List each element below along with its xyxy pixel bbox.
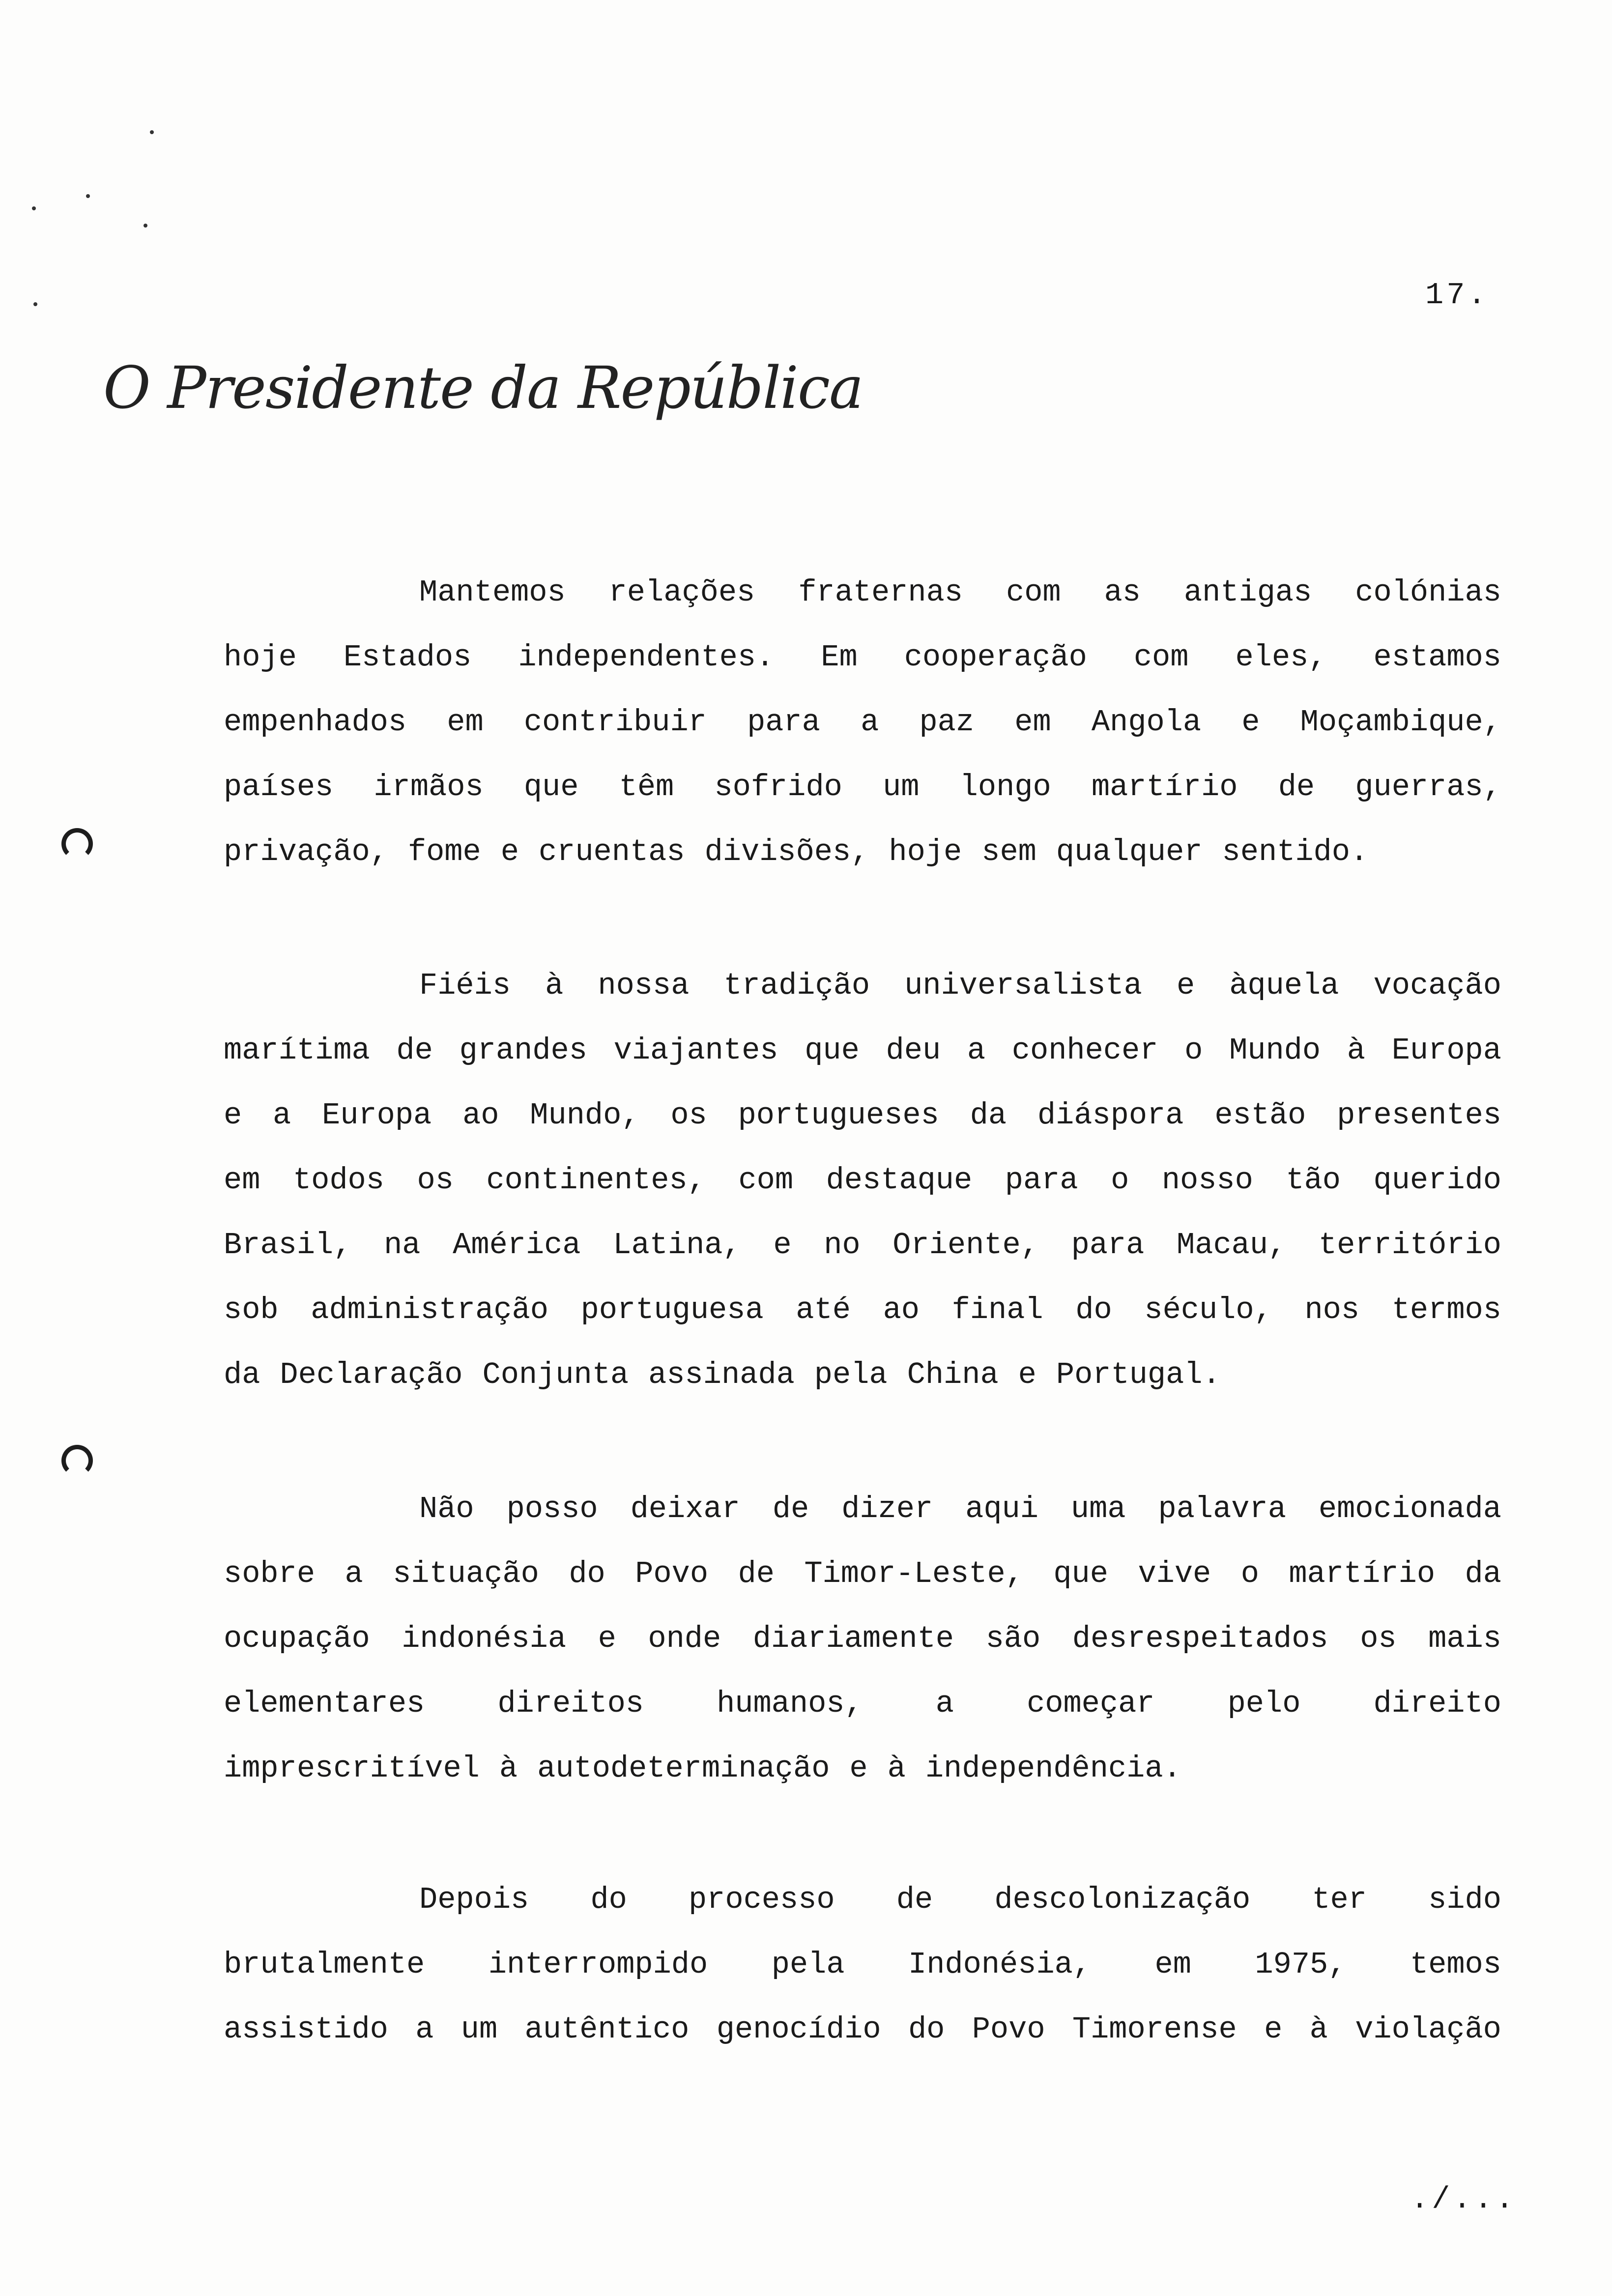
punch-hole-mark — [61, 828, 93, 860]
page-number: 17. — [1425, 278, 1489, 313]
word: e — [224, 1098, 242, 1133]
word: do — [908, 2012, 945, 2047]
word: os — [417, 1163, 454, 1198]
word: de — [738, 1556, 775, 1591]
text-line — [224, 1083, 1501, 1148]
paragraph-1 — [224, 560, 1501, 885]
scan-speck — [150, 130, 154, 134]
word: e — [500, 834, 519, 869]
word: Mundo — [1229, 1033, 1321, 1068]
text-line — [224, 1018, 1501, 1083]
word: elementares — [224, 1686, 425, 1721]
word: e — [1018, 1357, 1036, 1392]
word: da — [224, 1357, 260, 1392]
word: ao — [883, 1292, 920, 1327]
word: divisões, — [704, 834, 869, 869]
word: Fiéis — [419, 968, 511, 1003]
word: à — [545, 968, 564, 1003]
word: Brasil, — [224, 1228, 352, 1263]
word: irmãos — [374, 770, 484, 804]
word: Conjunta — [482, 1357, 629, 1392]
word: sem — [981, 834, 1036, 869]
word: Indonésia, — [908, 1947, 1092, 1982]
word: hoje — [889, 834, 962, 869]
word: do — [569, 1556, 605, 1591]
word: tão — [1286, 1163, 1341, 1198]
word: os — [1360, 1621, 1397, 1656]
word: àquela — [1229, 968, 1339, 1003]
word: administração — [311, 1292, 548, 1327]
word: onde — [648, 1621, 721, 1656]
word: sobre — [224, 1556, 316, 1591]
text-line — [224, 1278, 1501, 1343]
text-line — [224, 560, 1501, 625]
word: genocídio — [716, 2012, 881, 2047]
word: países — [224, 770, 334, 804]
word: ter — [1312, 1882, 1367, 1917]
text-line — [224, 1542, 1501, 1607]
word: um — [883, 770, 920, 804]
word: empenhados — [224, 705, 407, 740]
word: imprescritível — [224, 1751, 480, 1786]
word: Mantemos — [419, 575, 566, 610]
word: longo — [959, 770, 1051, 804]
word: da — [1465, 1556, 1501, 1591]
word: Estados — [343, 640, 472, 675]
scan-speck — [32, 206, 36, 210]
word: dizer — [841, 1492, 933, 1526]
word: Portugal. — [1056, 1357, 1221, 1392]
word: que — [1053, 1556, 1108, 1591]
word: sob — [224, 1292, 279, 1327]
word: a — [935, 1686, 954, 1721]
paragraph-2 — [224, 953, 1501, 1407]
word: da — [970, 1098, 1007, 1133]
word: Mundo, — [530, 1098, 640, 1133]
word: continentes, — [486, 1163, 706, 1198]
text-line — [224, 1343, 1501, 1407]
word: e — [849, 1751, 868, 1786]
word: brutalmente — [224, 1947, 425, 1982]
word: um — [461, 2012, 498, 2047]
word: diariamente — [752, 1621, 954, 1656]
text-line — [224, 1607, 1501, 1671]
word: o — [1184, 1033, 1203, 1068]
word: desrespeitados — [1072, 1621, 1328, 1656]
word: independentes. — [518, 640, 775, 675]
word: à — [887, 1751, 906, 1786]
text-line — [224, 1477, 1501, 1542]
word: para — [1071, 1228, 1145, 1263]
text-line — [224, 1213, 1501, 1278]
word: para — [747, 705, 820, 740]
word: portugueses — [738, 1098, 939, 1133]
word: posso — [506, 1492, 598, 1526]
word: colónias — [1355, 575, 1501, 610]
word: estão — [1214, 1098, 1306, 1133]
word: emocionada — [1318, 1492, 1501, 1526]
word: a — [345, 1556, 363, 1591]
word: marítima — [224, 1033, 370, 1068]
word: autêntico — [524, 2012, 690, 2047]
word: em — [447, 705, 484, 740]
word: autodeterminação — [537, 1751, 830, 1786]
word: território — [1318, 1228, 1501, 1263]
word: vocação — [1373, 968, 1501, 1003]
word: com — [1006, 575, 1061, 610]
word: começar — [1027, 1686, 1155, 1721]
word: sofrido — [714, 770, 842, 804]
word: ocupação — [224, 1621, 370, 1656]
word: pelo — [1227, 1686, 1301, 1721]
word: à — [499, 1751, 518, 1786]
word: termos — [1391, 1292, 1501, 1327]
word: humanos, — [717, 1686, 863, 1721]
word: de — [1278, 770, 1315, 804]
word: e — [773, 1228, 792, 1263]
word: ao — [462, 1098, 499, 1133]
word: assinada — [648, 1357, 795, 1392]
word: na — [384, 1228, 421, 1263]
word: vive — [1138, 1556, 1211, 1591]
scan-speck — [33, 302, 37, 306]
word: todos — [292, 1163, 384, 1198]
word: hoje — [224, 640, 297, 675]
word: Oriente, — [892, 1228, 1039, 1263]
word: contribuir — [523, 705, 707, 740]
word: estamos — [1373, 640, 1501, 675]
word: cooperação — [904, 640, 1087, 675]
text-line — [224, 755, 1501, 820]
word: China — [907, 1357, 999, 1392]
word: Povo — [635, 1556, 709, 1591]
word: guerras, — [1355, 770, 1501, 804]
word: deu — [886, 1033, 941, 1068]
word: pela — [814, 1357, 888, 1392]
word: martírio — [1289, 1556, 1436, 1591]
word: direitos — [497, 1686, 644, 1721]
word: relações — [608, 575, 755, 610]
word: Europa — [322, 1098, 432, 1133]
word: direito — [1373, 1686, 1501, 1721]
text-line — [224, 1148, 1501, 1213]
word: nos — [1304, 1292, 1360, 1327]
word: portuguesa — [580, 1292, 764, 1327]
word: de — [896, 1882, 933, 1917]
word: no — [824, 1228, 861, 1263]
word: destaque — [826, 1163, 973, 1198]
text-line — [224, 1671, 1501, 1736]
word: grandes — [459, 1033, 587, 1068]
text-line — [224, 1932, 1501, 1997]
word: indonésia — [402, 1621, 567, 1656]
word: em — [1014, 705, 1051, 740]
word: sido — [1428, 1882, 1501, 1917]
word: violação — [1355, 2012, 1501, 2047]
word: e — [1264, 2012, 1283, 2047]
word: Timor-Leste, — [804, 1556, 1024, 1591]
word: que — [523, 770, 579, 804]
word: mais — [1428, 1621, 1501, 1656]
text-line — [224, 1736, 1501, 1801]
word: aqui — [965, 1492, 1038, 1526]
word: os — [670, 1098, 707, 1133]
word: eles, — [1235, 640, 1327, 675]
word: Declaração — [280, 1357, 463, 1392]
word: descolonização — [994, 1882, 1251, 1917]
paragraph-4 — [224, 1867, 1501, 2062]
word: conhecer — [1011, 1033, 1158, 1068]
word: processo — [688, 1882, 835, 1917]
word: em — [1154, 1947, 1191, 1982]
word: Não — [419, 1492, 474, 1526]
word: paz — [919, 705, 975, 740]
word: privação, — [224, 834, 388, 869]
word: palavra — [1158, 1492, 1286, 1526]
text-line — [224, 690, 1501, 755]
word: o — [1240, 1556, 1259, 1591]
word: são — [985, 1621, 1041, 1656]
word: a — [861, 705, 879, 740]
letterhead-title: O Presidente da República — [103, 354, 863, 422]
word: final — [951, 1292, 1043, 1327]
word: viajantes — [613, 1033, 778, 1068]
word: do — [590, 1882, 627, 1917]
word: cruentas — [538, 834, 685, 869]
word: do — [1075, 1292, 1112, 1327]
word: Povo — [972, 2012, 1045, 2047]
word: a — [273, 1098, 291, 1133]
word: com — [1133, 640, 1189, 675]
word: pela — [771, 1947, 845, 1982]
word: interrompido — [488, 1947, 708, 1982]
word: sentido. — [1222, 834, 1369, 869]
paragraph-3 — [224, 1477, 1501, 1801]
word: fraternas — [798, 575, 963, 610]
word: com — [738, 1163, 794, 1198]
word: universalista — [904, 968, 1142, 1003]
word: nossa — [598, 968, 690, 1003]
word: de — [772, 1492, 809, 1526]
text-line — [224, 820, 1501, 885]
scan-speck — [144, 224, 147, 228]
word: assistido — [224, 2012, 388, 2047]
word: nosso — [1161, 1163, 1253, 1198]
word: diáspora — [1037, 1098, 1184, 1133]
word: a — [415, 2012, 434, 2047]
word: Europa — [1391, 1033, 1501, 1068]
word: presentes — [1337, 1098, 1501, 1133]
word: fome — [407, 834, 481, 869]
word: têm — [619, 770, 674, 804]
word: e — [1176, 968, 1195, 1003]
word: Depois — [419, 1882, 529, 1917]
word: situação — [393, 1556, 539, 1591]
word: para — [1005, 1163, 1078, 1198]
word: o — [1111, 1163, 1129, 1198]
word: uma — [1070, 1492, 1126, 1526]
word: martírio — [1091, 770, 1238, 804]
scan-speck — [86, 194, 90, 198]
word: e — [598, 1621, 616, 1656]
word: temos — [1410, 1947, 1501, 1982]
word: antigas — [1183, 575, 1312, 610]
word: que — [805, 1033, 860, 1068]
word: Em — [821, 640, 858, 675]
text-line — [224, 1997, 1501, 2062]
word: América — [453, 1228, 581, 1263]
word: e — [1241, 705, 1260, 740]
word: a — [967, 1033, 986, 1068]
word: à — [1347, 1033, 1366, 1068]
word: Moçambique, — [1300, 705, 1501, 740]
word: à — [1309, 2012, 1328, 2047]
word: Timorense — [1072, 2012, 1237, 2047]
text-line — [224, 1867, 1501, 1932]
word: deixar — [630, 1492, 740, 1526]
word: 1975, — [1255, 1947, 1347, 1982]
continuation-mark: ./... — [1410, 2182, 1517, 2217]
word: Angola — [1091, 705, 1202, 740]
word: querido — [1373, 1163, 1501, 1198]
word: independência. — [925, 1751, 1181, 1786]
word: de — [396, 1033, 433, 1068]
word: em — [224, 1163, 260, 1198]
text-line — [224, 953, 1501, 1018]
word: século, — [1144, 1292, 1272, 1327]
punch-hole-mark — [61, 1445, 93, 1476]
word: Latina, — [613, 1228, 741, 1263]
word: Macau, — [1177, 1228, 1287, 1263]
word: qualquer — [1056, 834, 1203, 869]
word: tradição — [723, 968, 870, 1003]
word: as — [1104, 575, 1141, 610]
text-line — [224, 625, 1501, 690]
word: até — [796, 1292, 851, 1327]
